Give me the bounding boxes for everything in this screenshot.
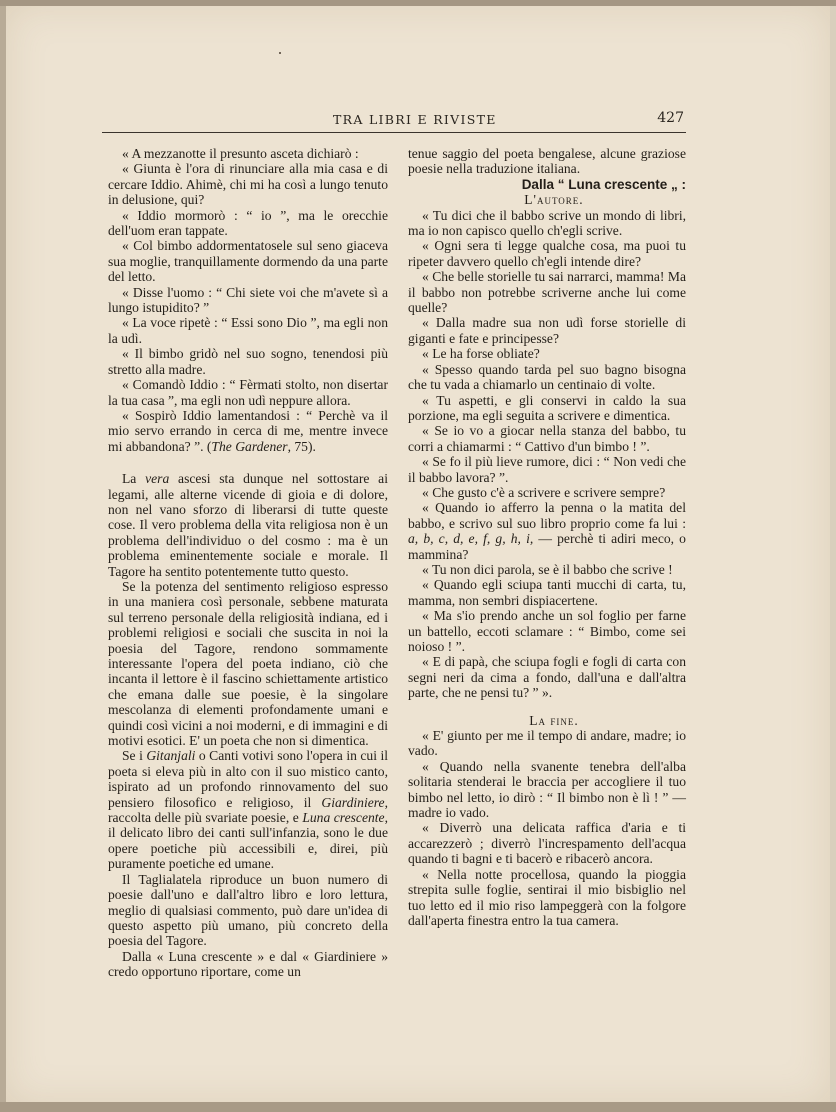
right-column	[408, 146, 686, 928]
page-edge-top	[0, 0, 836, 6]
paragraph: « A mezzanotte il presunto asceta dichiarò :	[122, 146, 359, 161]
text-run: ascesi sta dunque nel sottostare ai legami, alle alterne vicende di gioia e di dolore, non nel vano sforzo di liberarsi di tutte queste cose. Il vero problema della vita religiosa non è un problema dell'individuo o del cosmo : ma è un problema eminentemente sociale e morale. Il Tagore ha sentito potentemente tutto questo.	[108, 471, 388, 579]
verse: « Tu aspetti, e gli conservi in caldo la sua porzione, ma egli seguita a scrivere e dimentica.	[408, 392, 686, 423]
emphasis: a, b, c, d, e, f, g, h, i,	[408, 531, 534, 547]
text-run: « Quando io afferro la penna o la matita del babbo, e scrivo sul suo libro proprio come fa lui :	[408, 500, 686, 531]
text-run: Se i	[122, 748, 147, 764]
verse: « Se io vo a giocar nella stanza del babbo, tu corri a chiamarmi : “ Cattivo d'un bimbo ! ”.	[408, 423, 686, 454]
paragraph: « Disse l'uomo : “ Chi siete voi che m'avete sì a lungo istupidito? ”	[108, 284, 388, 316]
emphasis: vera	[145, 471, 170, 487]
work-title: The Gardener	[211, 438, 288, 454]
verse: « Che belle storielle tu sai narrarci, mamma! Ma il babbo non potrebbe scriverne anche lui come quelle?	[408, 269, 686, 316]
verse: « Che gusto c'è a scrivere e scrivere sempre?	[422, 484, 666, 500]
verse: « Le ha forse obliate?	[422, 346, 540, 362]
work-title: Giardiniere	[321, 794, 385, 810]
verse: « Se fo il più lieve rumore, dici : “ Non vedi che il babbo lavora? ”.	[408, 454, 686, 485]
verse: « E di papà, che sciupa fogli e fogli di carta con segni neri da cima a fondo, dall'una e dall'altra parte, che ne pensi tu? ” ».	[408, 654, 686, 701]
paragraph	[108, 748, 388, 871]
paragraph: Il Taglialatela riproduce un buon numero di poesie dall'uno e dall'altro libro e loro lettura, meglio di qualsiasi commento, può dare un'idea di questo aspetto più umano, più concreto della poesia del Tagore.	[108, 871, 388, 949]
paragraph: « Il bimbo gridò nel suo sogno, tenendosi più stretto alla madre.	[108, 346, 388, 377]
paragraph: Dalla « Luna crescente » e dal « Giardiniere » credo opportuno riportare, come un	[108, 948, 388, 980]
text-run: La	[122, 471, 146, 487]
work-title: Gitanjali	[146, 748, 196, 764]
page-edge-bottom	[0, 1102, 836, 1112]
verse: « Tu dici che il babbo scrive un mondo di libri, ma io non capisco quello ch'egli scrive.	[408, 207, 686, 239]
paragraph: tenue saggio del poeta bengalese, alcune graziose poesie nella traduzione italiana.	[408, 146, 686, 177]
verse	[408, 500, 686, 562]
verse: « Quando egli sciupa tanti mucchi di carta, tu, mamma, non sembri dispiacertene.	[408, 577, 686, 608]
verse: « Ogni sera ti legge qualche cosa, ma puoi tu ripeter davvero quello ch'egli intende dire?	[408, 238, 686, 269]
paragraph: « Giunta è l'ora di rinunciare alla mia casa e di cercare Iddio. Ahimè, chi mi ha così a lungo tenuto in delusione, qui?	[108, 161, 388, 208]
work-title: Luna crescente	[302, 810, 385, 826]
left-column	[108, 146, 388, 980]
verse: « Nella notte procellosa, quando la pioggia strepita sulle foglie, sentirai il mio bisbiglio nel tuo letto ed il mio riso lampeggerà con la folgore dall'aperta finestra entro la tua camera.	[408, 866, 686, 928]
verse: « Dalla madre sua non udì forse storielle di giganti e fate e principesse?	[408, 315, 686, 346]
paragraph	[108, 408, 388, 454]
paragraph	[108, 471, 388, 579]
text-run: , raccolta delle più svariate poesie, e	[108, 794, 388, 826]
paragraph: « Comandò Iddio : “ Fèrmati stolto, non disertar la tua casa ”, ma egli non udì neppure allora.	[108, 377, 388, 408]
verse: « E' giunto per me il tempo di andare, madre; io vado.	[408, 728, 686, 759]
verse: « Diverrò una delicata raffica d'aria e ti accarezzerò ; diverrò l'increspamento dell'acqua quando ti bagni e ti bacerò e ribacerò ancora.	[408, 820, 686, 867]
verse: « Spesso quando tarda pel suo bagno bisogna che tu vada a chiamarlo un centinaio di volte.	[408, 361, 686, 393]
section-title: Dalla “ Luna crescente „ :	[521, 176, 686, 192]
verse: « Quando nella svanente tenebra dell'alba solitaria stenderai le braccia per accogliere il tuo bimbo nel letto, io dirò : “ Il bimbo non è lì ! ” — madre io vado.	[408, 758, 686, 821]
poem-title: La fine.	[529, 712, 579, 728]
verse: « Tu non dici parola, se è il babbo che scrive !	[422, 561, 673, 577]
paragraph: « Col bimbo addormentatosele sul seno giaceva sua moglie, tranquillamente dormendo da una parte del letto.	[108, 238, 388, 285]
text-run: — perchè ti adiri meco, o mammina?	[408, 531, 686, 562]
paragraph: « Iddio mormorò : “ io ”, ma le orecchie dell'uom eran tappate.	[108, 207, 388, 239]
verse: « Ma s'io prendo anche un sol foglio per farne un battello, eccoti sclamare : “ Bimbo, come sei noioso ! ”.	[408, 608, 686, 654]
text-run: o Canti votivi sono l'opera in cui il poeta si eleva più in alto con il suo mistico canto, ispirato ad un profondo rinnovamento del suo pensiero filosofico e religioso, il	[108, 748, 388, 810]
page-number: 427	[657, 110, 684, 126]
paragraph: « La voce ripetè : “ Essi sono Dio ”, ma egli non la udì.	[108, 315, 388, 346]
paragraph: Se la potenza del sentimento religioso espresso in una maniera così personale, sebbene maturata sul terreno personale della religiosità indiana, ed i problemi religiosi e sociali che suscita in noi la poesia del Tagore, rendono sommamente interessante l'opera del poeta indiano, ciò che incanta il lettore è il fascino schiettamente artistico che emana dalle sue poesie, è la singolare mescolanza di elementi profondamente umani e quindi così vicini a noi moderni, e di immagini e di motivi esotici. E' un poeta che non si dimentica.	[108, 578, 388, 749]
ink-speck	[279, 52, 281, 54]
poem-title: L'autore.	[524, 192, 584, 208]
running-head: TRA LIBRI E RIVISTE	[333, 112, 497, 127]
text-run: , il delicato libro dei canti sull'infanzia, sono le due opere poetiche più accessibili e, direi, più puramente poetiche ed umane.	[108, 810, 388, 872]
text-run: , 75).	[287, 438, 316, 454]
text-run: « Sospirò Iddio lamentandosi : “ Perchè va il mio servo errando in cerca di me, mentre invece mi abbandona? ”. (	[108, 407, 388, 454]
page-header	[102, 110, 686, 133]
